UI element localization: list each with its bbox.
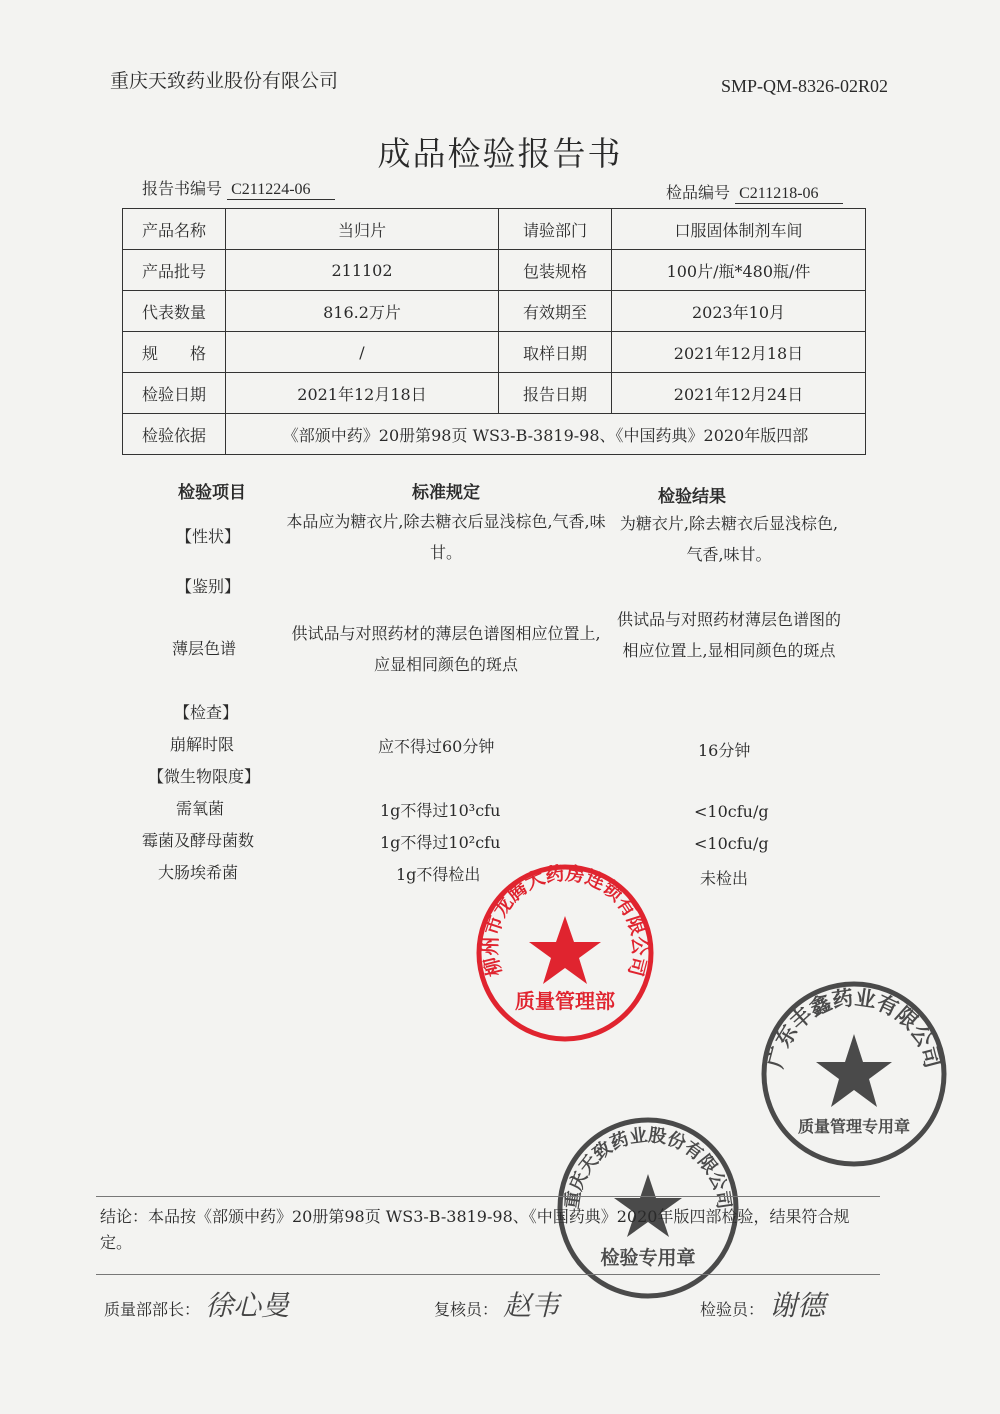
red-quality-stamp (470, 858, 660, 1048)
report-number-value: C211224-06 (227, 181, 335, 200)
product-name-label: 产品名称 (123, 209, 226, 250)
spec-value: / (226, 332, 499, 373)
check-section: 【检查】 (174, 703, 239, 722)
dept-value: 口服固体制剂车间 (612, 209, 866, 250)
red-star-icon (529, 916, 601, 984)
red-stamp-top-text: 柳州市龙腾大药房连锁有限公司 (479, 862, 651, 979)
dept-label: 请验部门 (499, 209, 612, 250)
page-title: 成品检验报告书 (377, 134, 623, 173)
disintegration-item: 崩解时限 (170, 735, 235, 754)
ecoli-standard: 1g不得检出 (396, 865, 481, 884)
microbial-section: 【微生物限度】 (148, 767, 261, 786)
test-date-value: 2021年12月18日 (226, 373, 499, 414)
basis-value: 《部颁中药》20册第98页 WS3-B-3819-98、《中国药典》2020年版四部 (226, 414, 866, 455)
character-result: 为糖衣片,除去糖衣后显浅棕色,气香,味甘。 (619, 514, 839, 564)
reviewer-label: 复核员： (434, 1300, 499, 1319)
report-date-label: 报告日期 (499, 373, 612, 414)
expiry-value: 2023年10月 (612, 291, 866, 332)
col-item-header: 检验项目 (178, 483, 246, 503)
conclusion-text: 结论：本品按《部颁中药》20册第98页 WS3-B-3819-98、《中国药典》2020年版四部检验，结果符合规定。 (100, 1207, 850, 1252)
sample-date-label: 取样日期 (499, 332, 612, 373)
table-row (123, 373, 866, 414)
company-name: 重庆天致药业股份有限公司 (110, 70, 339, 92)
ecoli-result: 未检出 (700, 869, 749, 888)
qa-head-label: 质量部部长： (104, 1300, 201, 1319)
quantity-label: 代表数量 (123, 291, 226, 332)
conclusion-divider-top (96, 1196, 880, 1197)
reviewer-signature-row (434, 1284, 559, 1324)
gray-star-icon (816, 1034, 892, 1107)
table-row (123, 332, 866, 373)
identify-section: 【鉴别】 (176, 577, 241, 596)
gray-stamp1-top-text: 广东丰鑫药业有限公司 (763, 985, 945, 1071)
gray-stamp1-bottom-text: 质量管理专用章 (797, 1117, 911, 1136)
character-standard: 本品应为糖衣片,除去糖衣后显浅棕色,气香,味甘。 (286, 512, 606, 562)
aerobic-item: 需氧菌 (176, 799, 225, 818)
tlc-item: 薄层色谱 (172, 639, 237, 658)
batch-value: 211102 (226, 250, 499, 291)
red-stamp-bottom-text: 质量管理部 (515, 989, 615, 1013)
mold-standard: 1g不得过10²cfu (380, 833, 501, 852)
aerobic-result: <10cfu/g (694, 802, 769, 821)
disintegration-standard: 应不得过60分钟 (378, 737, 495, 756)
package-value: 100片/瓶*480瓶/件 (612, 250, 866, 291)
mold-result: <10cfu/g (694, 834, 769, 853)
tlc-standard: 供试品与对照药材的薄层色谱图相应位置上,应显相同颜色的斑点 (291, 624, 601, 674)
col-result-header: 检验结果 (658, 487, 726, 507)
table-row (123, 414, 866, 455)
qa-head-signature: 徐心曼 (205, 1289, 290, 1322)
test-date-label: 检验日期 (123, 373, 226, 414)
report-number-row (142, 176, 335, 200)
basis-label: 检验依据 (123, 414, 226, 455)
package-label: 包装规格 (499, 250, 612, 291)
spec-label: 规 格 (123, 332, 226, 373)
mold-item: 霉菌及酵母菌数 (142, 831, 255, 850)
tlc-result: 供试品与对照药材薄层色谱图的相应位置上,显相同颜色的斑点 (616, 610, 841, 660)
product-name-value: 当归片 (226, 209, 499, 250)
col-standard-header: 标准规定 (412, 483, 480, 503)
gray-stamp2-bottom-text: 检验专用章 (600, 1247, 696, 1269)
reviewer-signature: 赵韦 (503, 1289, 560, 1322)
aerobic-standard: 1g不得过10³cfu (380, 801, 501, 820)
batch-label: 产品批号 (123, 250, 226, 291)
inspector-label: 检验员： (700, 1300, 765, 1319)
info-table (122, 208, 866, 455)
sample-date-value: 2021年12月18日 (612, 332, 866, 373)
gray-stamp2-top-text: 重庆天致药业股份有限公司 (561, 1124, 735, 1211)
table-row (123, 250, 866, 291)
character-section: 【性状】 (176, 527, 241, 546)
inspection-number-row (666, 180, 843, 204)
inspection-number-label: 检品编号 (666, 183, 731, 202)
expiry-label: 有效期至 (499, 291, 612, 332)
conclusion-divider-bottom (96, 1274, 880, 1275)
inspector-signature-row (700, 1284, 825, 1324)
inspection-number-value: C211218-06 (735, 185, 843, 204)
table-row (123, 209, 866, 250)
inspector-signature: 谢德 (769, 1289, 826, 1322)
ecoli-item: 大肠埃希菌 (158, 863, 239, 882)
table-row (123, 291, 866, 332)
document-code: SMP-QM-8326-02R02 (720, 76, 888, 96)
report-date-value: 2021年12月24日 (612, 373, 866, 414)
gray-stamp-guangdong (756, 976, 952, 1172)
disintegration-result: 16分钟 (698, 741, 751, 760)
report-number-label: 报告书编号 (142, 179, 223, 198)
qa-head-signature-row (104, 1284, 289, 1324)
quantity-value: 816.2万片 (226, 291, 499, 332)
